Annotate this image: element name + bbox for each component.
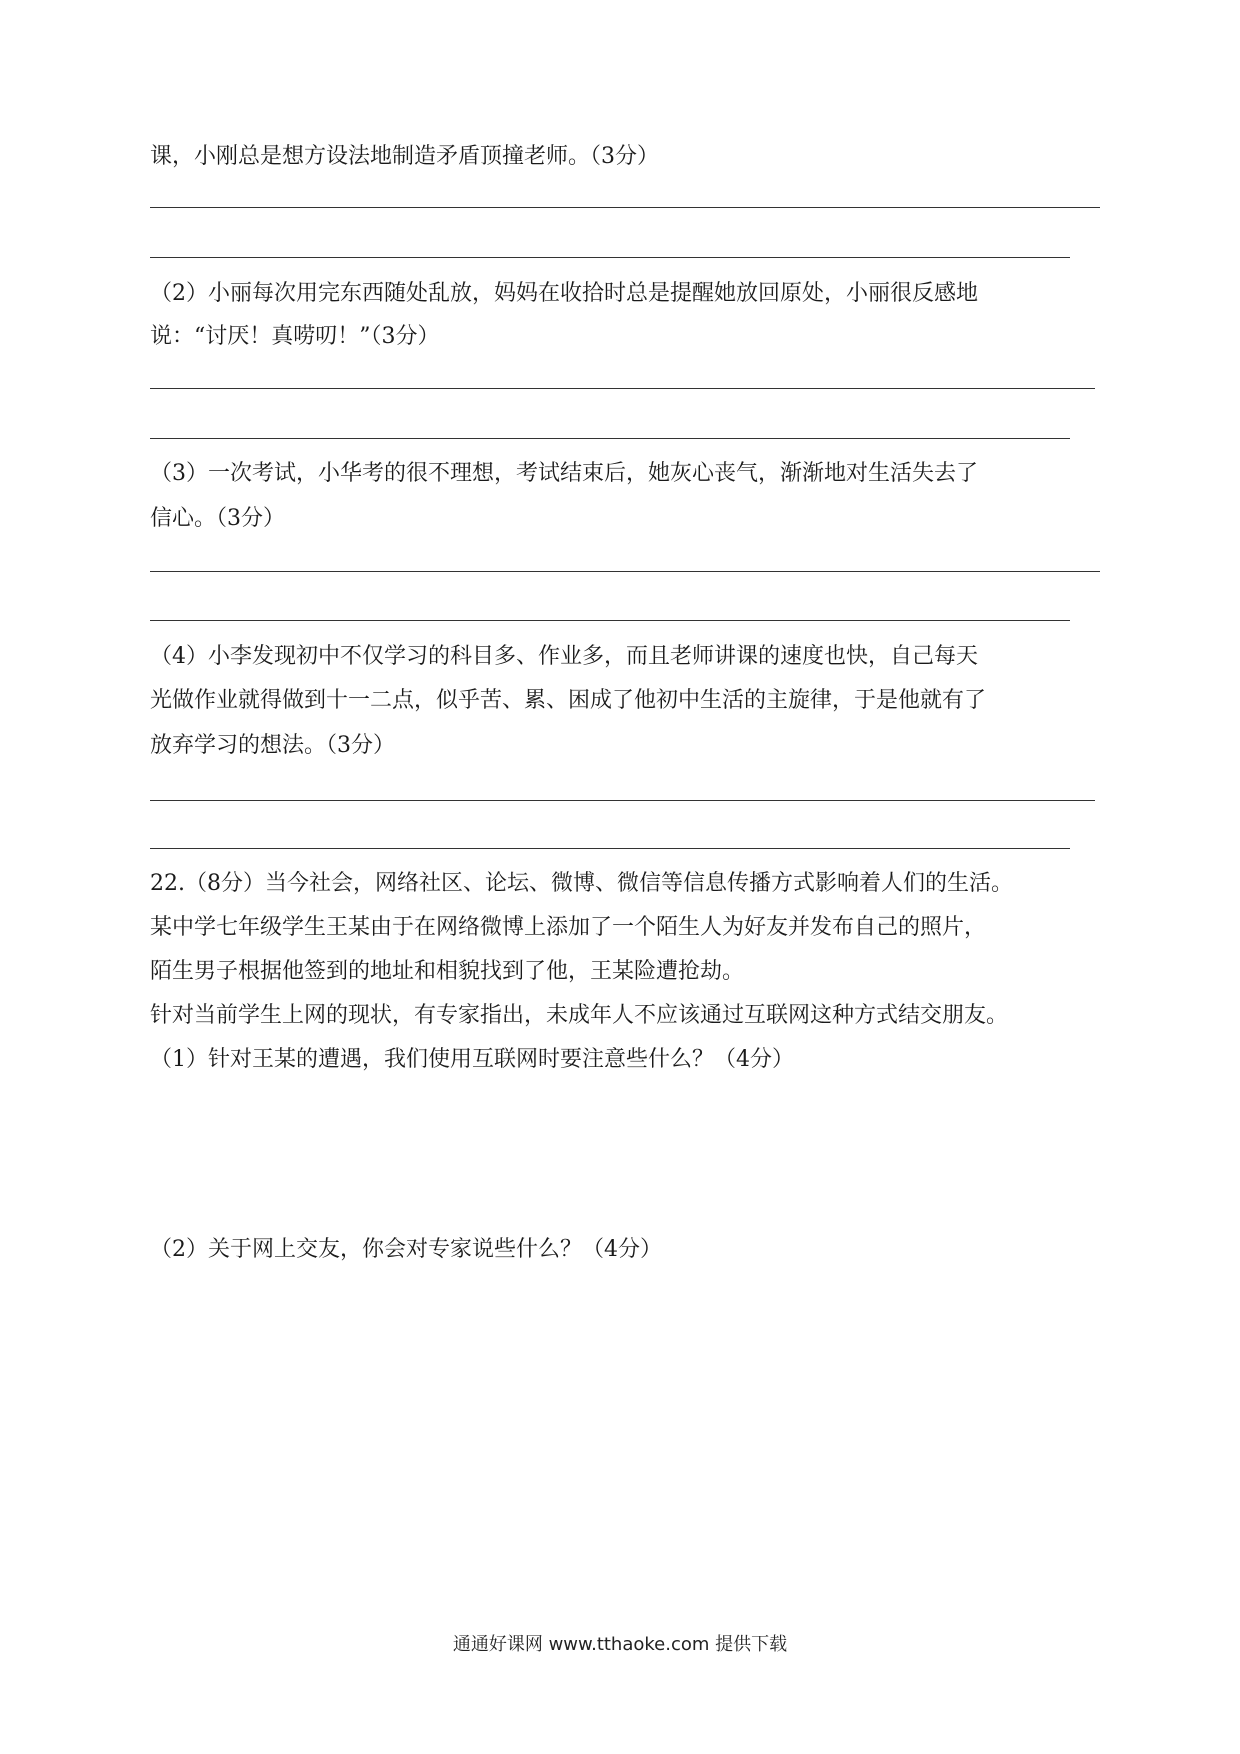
answer-line: [150, 388, 1095, 389]
question-4-line-1: （4）小李发现初中不仅学习的科目多、作业多，而且老师讲课的速度也快，自己每天: [150, 644, 978, 669]
answer-line: [150, 800, 1095, 801]
question-3-line-2: 信心。（3分）: [150, 506, 285, 531]
text-line-1: 课，小刚总是想方设法地制造矛盾顶撞老师。（3分）: [150, 144, 659, 169]
page-footer: 通通好课网 www.tthaoke.com 提供下载: [452, 1634, 788, 1655]
answer-line: [150, 571, 1100, 572]
question-3-line-1: （3）一次考试，小华考的很不理想，考试结束后，她灰心丧气，渐渐地对生活失去了: [150, 461, 978, 486]
question-22-sub-2: （2）关于网上交友，你会对专家说些什么？（4分）: [150, 1237, 662, 1262]
question-4-line-2: 光做作业就得做到十一二点，似乎苦、累、困成了他初中生活的主旋律，于是他就有了: [150, 688, 987, 713]
answer-line: [150, 620, 1070, 621]
question-22-line-2: 某中学七年级学生王某由于在网络微博上添加了一个陌生人为好友并发布自己的照片，: [150, 915, 987, 940]
question-2-line-2: 说：“讨厌！真唠叨！”（3分）: [150, 324, 440, 349]
answer-line: [150, 207, 1100, 208]
question-22-sub-1: （1）针对王某的遭遇，我们使用互联网时要注意些什么？（4分）: [150, 1047, 794, 1072]
answer-line: [150, 848, 1070, 849]
question-22-line-4: 针对当前学生上网的现状，有专家指出，未成年人不应该通过互联网这种方式结交朋友。: [150, 1003, 1009, 1028]
question-22-line-1: 22.（8分）当今社会，网络社区、论坛、微博、微信等信息传播方式影响着人们的生活。: [150, 871, 1013, 896]
answer-line: [150, 257, 1070, 258]
question-2-line-1: （2）小丽每次用完东西随处乱放，妈妈在收拾时总是提醒她放回原处，小丽很反感地: [150, 281, 978, 306]
question-4-line-3: 放弃学习的想法。（3分）: [150, 733, 395, 758]
question-22-line-3: 陌生男子根据他签到的地址和相貌找到了他，王某险遭抢劫。: [150, 959, 745, 984]
answer-line: [150, 438, 1070, 439]
